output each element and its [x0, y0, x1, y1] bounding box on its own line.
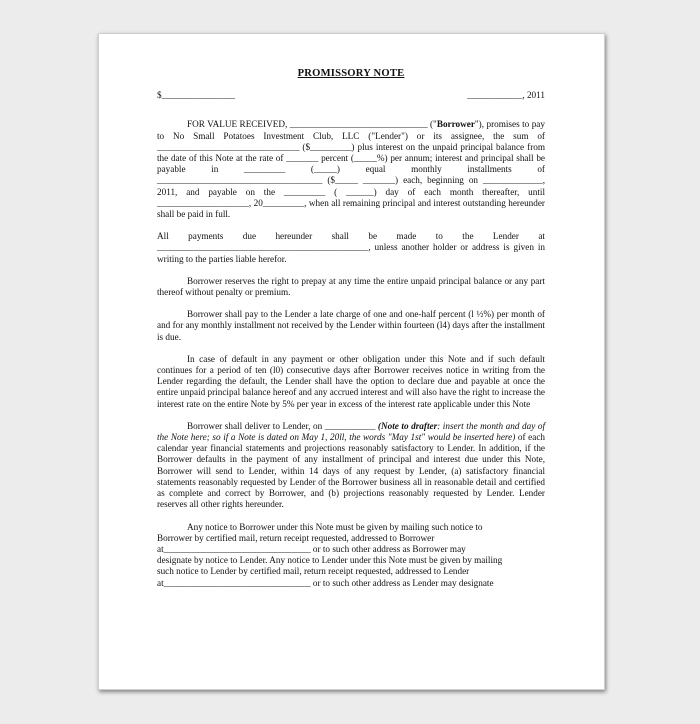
- notice-line: Any notice to Borrower under this Note must be given by mailing such notice to: [187, 521, 483, 532]
- date-blank: ____________, 2011: [467, 90, 545, 101]
- notice-line: designate by notice to Lender. Any notice to Lender under this Note must be given by mailing: [157, 555, 503, 566]
- drafter-note-bold: (Note to drafter: [377, 420, 438, 431]
- p2-line1: All payments due hereunder shall be made to the Lender at: [157, 231, 545, 242]
- p2-rest: ______________________________________________, unless another holder or address is given in writing to the parties liable herefor.: [157, 242, 545, 264]
- paragraph-notice: [157, 522, 545, 589]
- notice-line: such notice to Lender by certified mail, return receipt requested, addressed to Lender: [157, 566, 470, 577]
- document-title: PROMISSORY NOTE: [297, 68, 405, 79]
- paragraph-statements: [157, 421, 545, 511]
- p1-borrower: Borrower: [436, 119, 475, 130]
- amount-date-line: [157, 90, 545, 101]
- amount-blank: $________________: [157, 90, 236, 101]
- document-body: [157, 68, 545, 589]
- paragraph-late-charge: Borrower shall pay to the Lender a late charge of one and one-half percent (l ½%) per month of and for any monthly installment not received by the Lender within fourteen (l4) days after the installment is due.: [157, 309, 545, 342]
- paragraph-payments: [157, 231, 545, 265]
- notice-line: at________________________________ or to such other address as Borrower may: [157, 543, 466, 554]
- document-page: [98, 33, 605, 690]
- paragraph-value-received: [157, 119, 545, 220]
- paragraph-prepay: Borrower reserves the right to prepay at any time the entire unpaid principal balance or any part thereof without penalty or premium.: [157, 275, 545, 298]
- paragraph-default: In case of default in any payment or other obligation under this Note and if such default continues for a period of ten (l0) consecutive days after Borrower receives notice in writing from the Lender regarding the default, the Lender shall have the option to declare due and payable at once the entire unpaid principal balance hereof and any accrued interest and will also have the right to increase the interest rate on the entire Note by 5% per year in excess of the interest rate applicable under this Note: [157, 353, 546, 409]
- p6-lead: Borrower shall deliver to Lender, on ___________: [187, 420, 378, 431]
- drafter-note-rest: : insert the month and day of the Note here; so if a Note is dated on May 1, 20ll, the words "May 1st" would be inserted here): [157, 420, 546, 443]
- p6-rest: of each calendar year financial statements and projections reasonably satisfactory to Lender. In addition, if the Borrower defaults in the payment of any installment of principal and interest due under this Note, Borrower will send to Lender, within 14 days of any request by Lender, (a) satisfactory financial statements reasonably requested by Lender of the Borrower business all in reasonable detail and certified as complete and correct by Borrower, and (b) projections reasonably requested by Lender. Lender reserves all other rights hereunder.: [157, 432, 545, 510]
- notice-line: at________________________________ or to such other address as Lender may designate: [157, 577, 494, 588]
- notice-line: Borrower by certified mail, return receipt requested, addressed to Borrower: [157, 532, 435, 543]
- p1-lead: FOR VALUE RECEIVED, ______________________________ (": [187, 119, 437, 130]
- p1-rest: "), promises to pay to No Small Potatoes Investment Club, LLC ("Lender") or its assignee, the sum of _______________________________ ($_________) plus interest on the unpaid principal balance from the date of this Note at the rate of _______ percent (_____%) per annum; interest and principal shall be payable in _________ (_____) equal monthly installments of ____________________________________ ($_____ _______) each, beginning on _____________, 2011, and payable on the _________ ( ______) day of each month thereafter, until ____________________, 20_________, when all remaining principal and interest outstanding hereunder shall be paid in full.: [157, 119, 545, 220]
